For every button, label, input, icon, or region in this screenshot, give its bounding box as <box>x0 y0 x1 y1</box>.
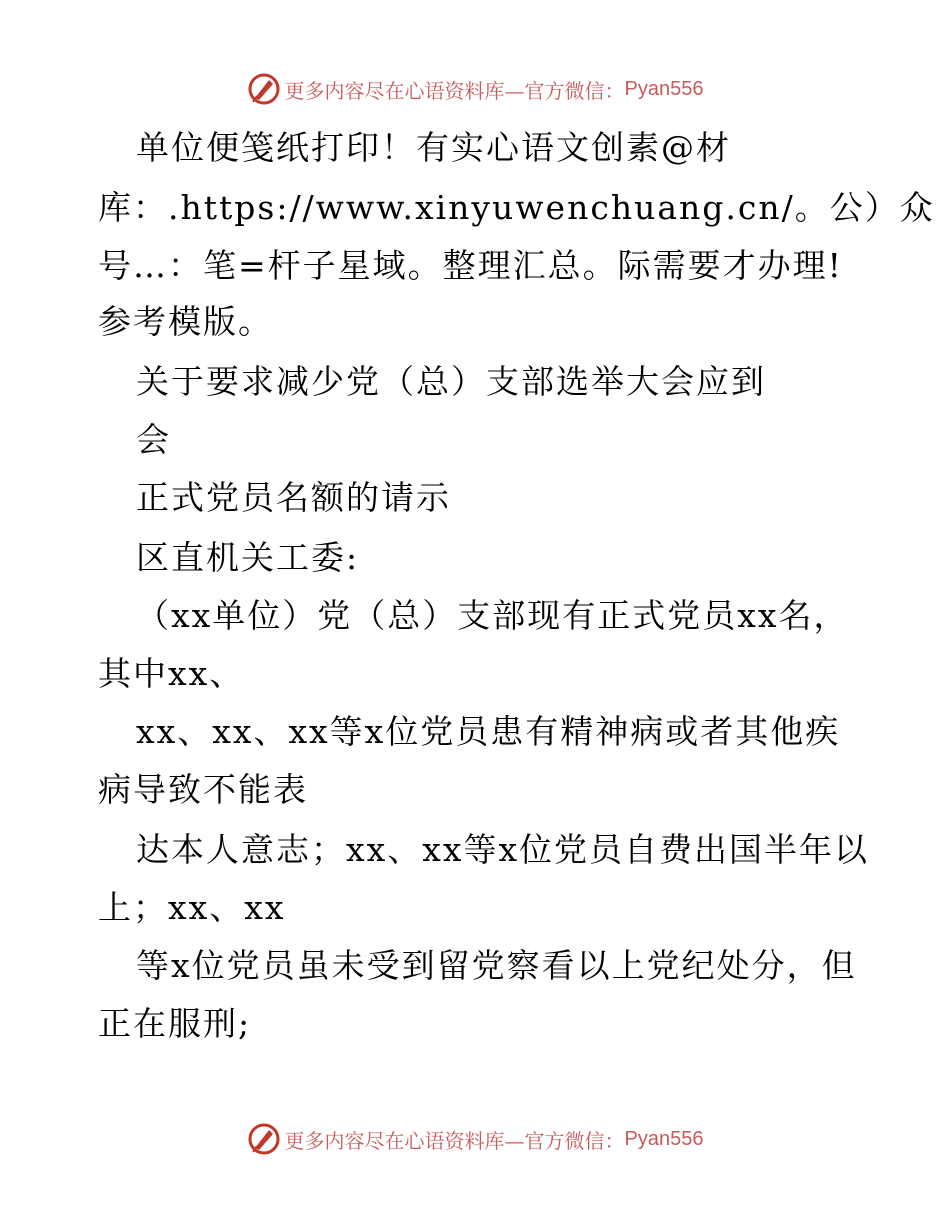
text-line: 单位便笺纸打印！有实心语文创素@材 <box>136 128 731 167</box>
text-line: 库：.https://www.xinyuwenchuang.cn/。公）众 <box>98 188 935 227</box>
banner-text: 更多内容尽在心语资料库—官方微信： <box>284 78 625 103</box>
banner-text: 更多内容尽在心语资料库—官方微信： <box>284 1128 625 1153</box>
text-line: xx、xx、xx等x位党员患有精神病或者其他疾 <box>136 712 841 751</box>
text-line: 关于要求减少党（总）支部选举大会应到 <box>136 362 766 401</box>
text-line: 参考模版。 <box>98 302 273 341</box>
text-line: 等x位党员虽未受到留党察看以上党纪处分，但 <box>136 946 857 985</box>
text-line: 达本人意志；xx、xx等x位党员自费出国半年以 <box>136 830 870 869</box>
text-line: 正在服刑; <box>98 1004 252 1043</box>
quill-pen-logo-icon <box>247 72 281 106</box>
text-line: 区直机关工委: <box>136 538 360 577</box>
text-line: 其中xx、 <box>98 654 245 693</box>
text-line: 上；xx、xx <box>98 888 286 927</box>
banner-wechat-id: Pyan556 <box>624 1127 704 1150</box>
text-line: 正式党员名额的请示 <box>136 478 451 517</box>
footer-banner <box>0 1122 950 1156</box>
text-line: 号…：笔=杆子星域。整理汇总。际需要才办理! <box>98 246 843 285</box>
header-banner <box>0 72 950 106</box>
quill-pen-logo-icon <box>247 1122 281 1156</box>
text-line: 会 <box>136 420 171 459</box>
banner-wechat-id: Pyan556 <box>624 77 704 100</box>
text-line: 病导致不能表 <box>98 770 308 809</box>
text-line: （xx单位）党（总）支部现有正式党员xx名， <box>136 596 849 635</box>
